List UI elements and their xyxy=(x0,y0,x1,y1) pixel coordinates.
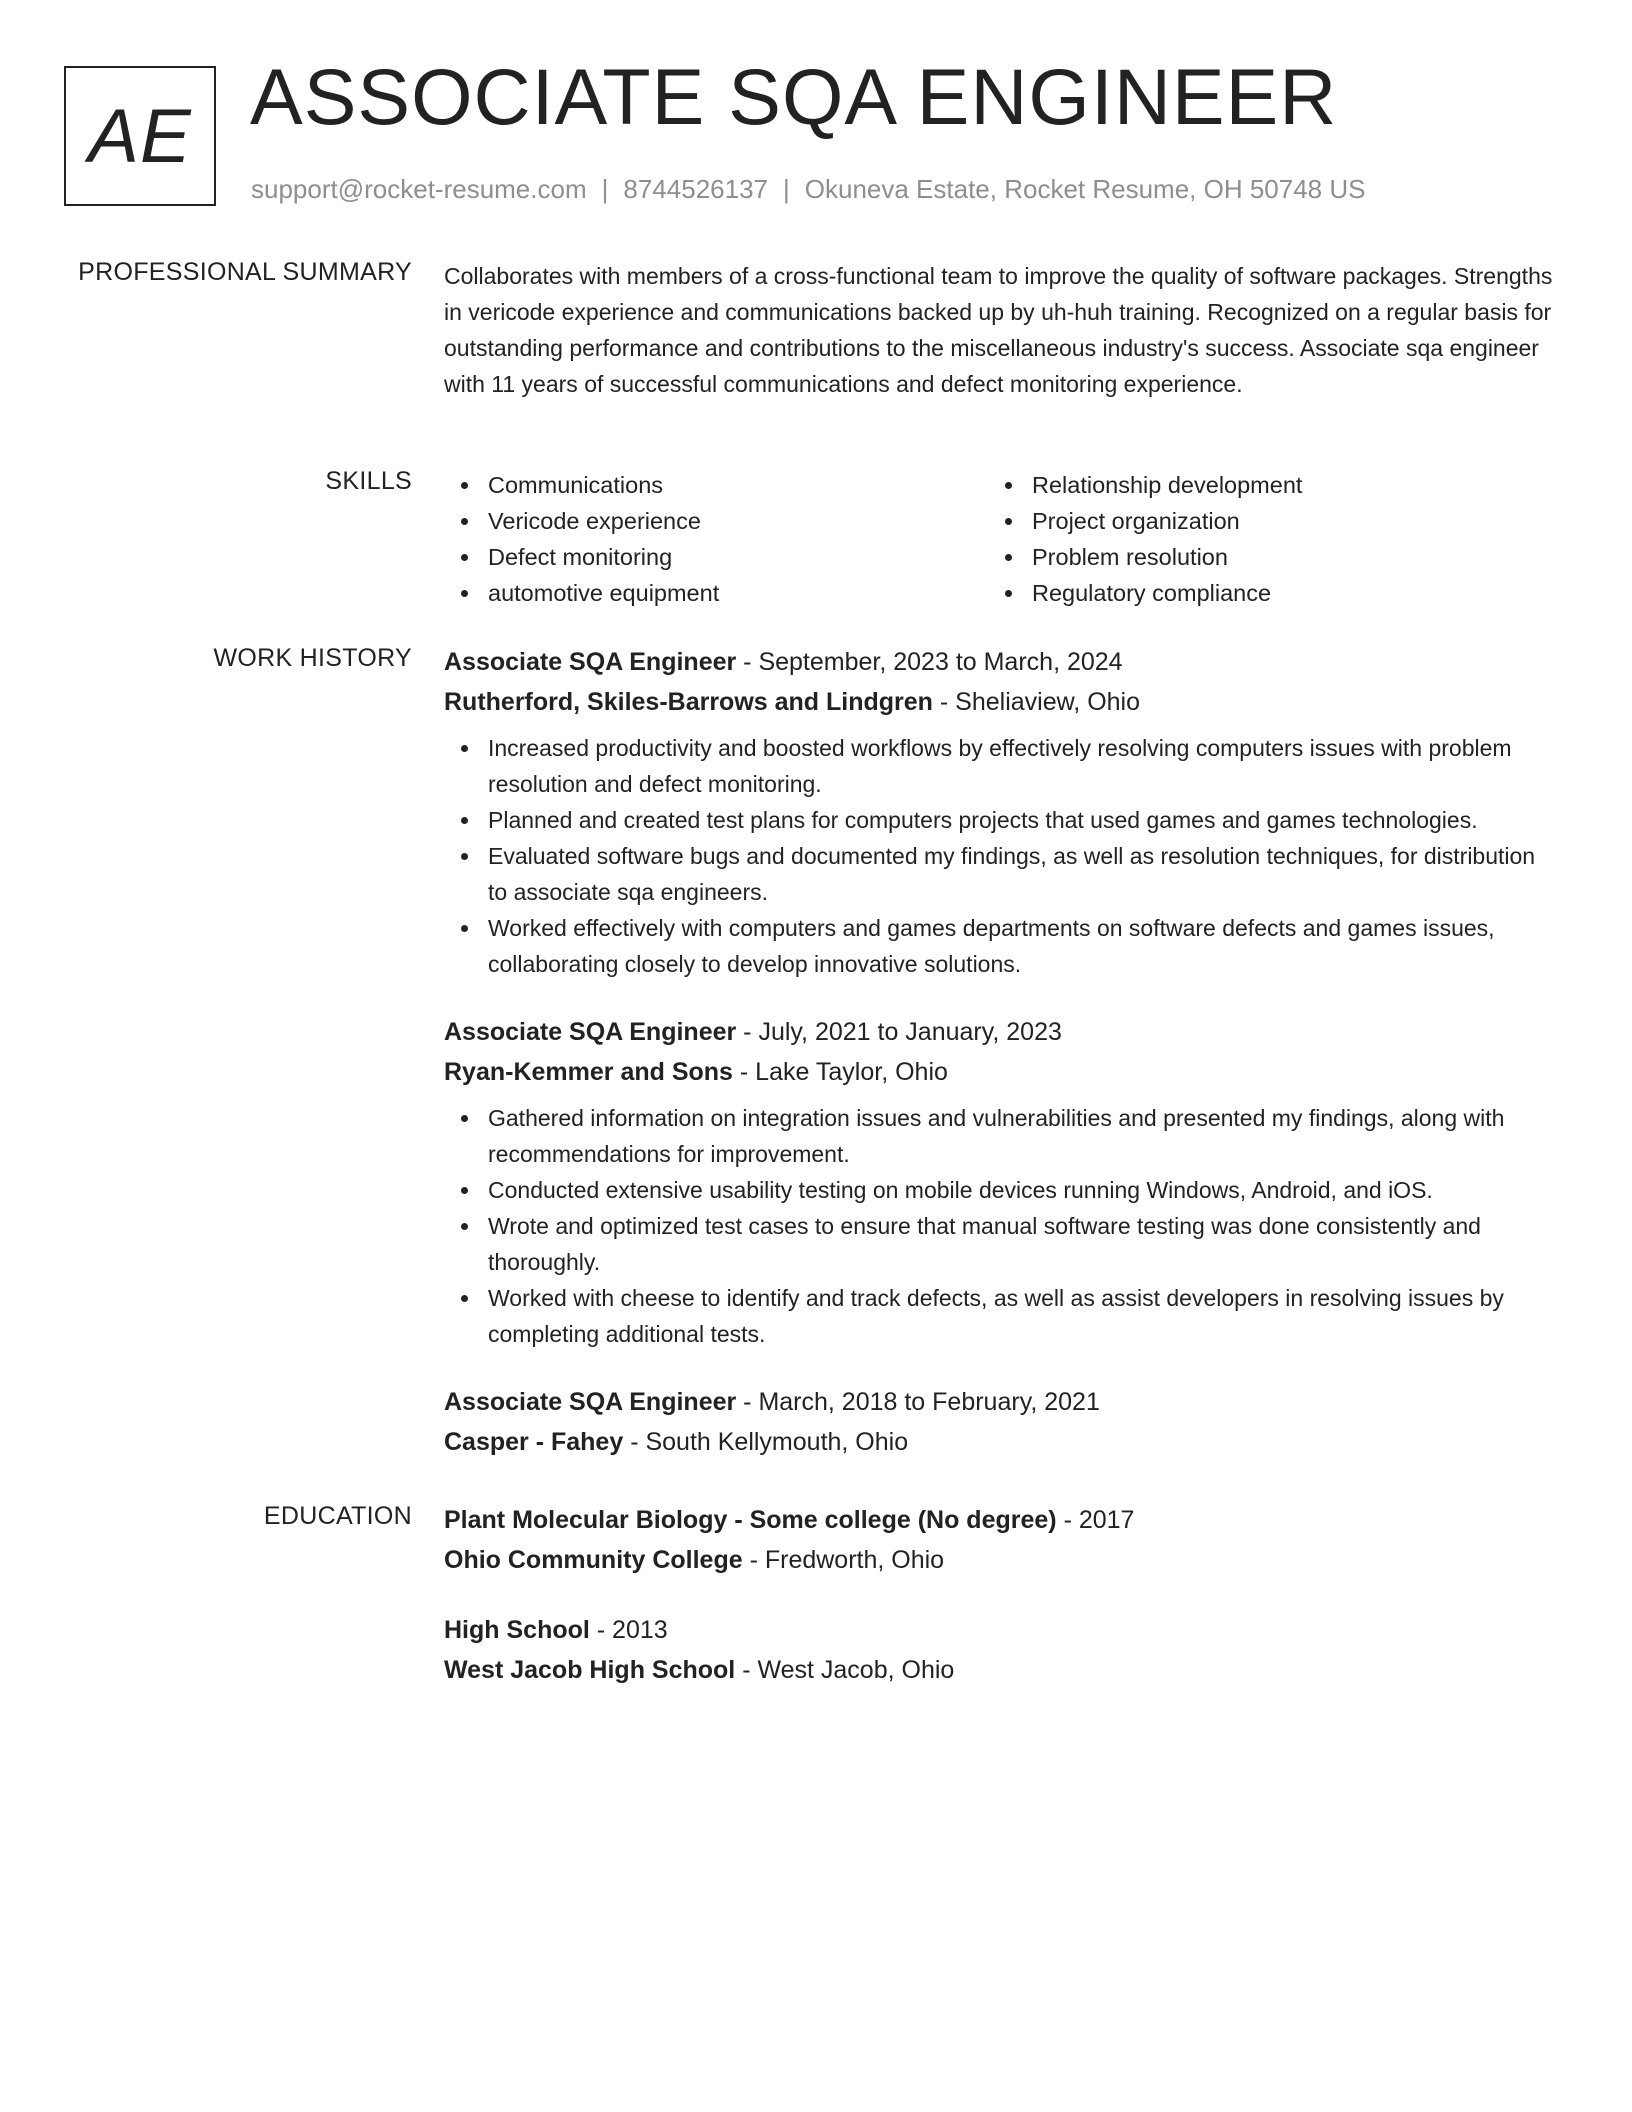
job-location: - Lake Taylor, Ohio xyxy=(732,1058,948,1086)
job-location: - South Kellymouth, Ohio xyxy=(623,1428,909,1456)
job-company: Rutherford, Skiles-Barrows and Lindgren xyxy=(444,688,933,716)
education-year: - 2013 xyxy=(589,1616,668,1644)
email-link[interactable]: support@rocket-resume.com xyxy=(251,174,587,204)
education-location: - Fredworth, Ohio xyxy=(742,1546,945,1574)
job-bullets xyxy=(444,730,1554,982)
education-degree: Plant Molecular Biology - Some college (No degree) xyxy=(444,1506,1057,1534)
skill-item: Relationship development xyxy=(1032,467,1532,503)
education-school-line xyxy=(444,1650,1554,1690)
education-entry xyxy=(444,1500,1554,1580)
job-dates: - March, 2018 to February, 2021 xyxy=(736,1388,1100,1416)
list-item: Conducted extensive usability testing on mobile devices running Windows, Android, and iOS. xyxy=(488,1172,1554,1208)
phone-text: 8744526137 xyxy=(623,174,768,204)
job-role: Associate SQA Engineer xyxy=(444,1388,737,1416)
education-degree-line xyxy=(444,1610,1554,1650)
education-entry xyxy=(444,1610,1554,1690)
job-role: Associate SQA Engineer xyxy=(444,1018,737,1046)
skill-item: Defect monitoring xyxy=(488,539,988,575)
contact-separator: | xyxy=(783,174,790,204)
skills-list-right xyxy=(988,467,1532,611)
skill-item: Problem resolution xyxy=(1032,539,1532,575)
education-year: - 2017 xyxy=(1056,1506,1135,1534)
skill-item: automotive equipment xyxy=(488,575,988,611)
contact-line xyxy=(251,174,1365,205)
page-title: ASSOCIATE SQA ENGINEER xyxy=(250,52,1338,141)
job-company-line xyxy=(444,682,1554,722)
education-school: West Jacob High School xyxy=(444,1656,736,1684)
job-company-line xyxy=(444,1422,1554,1462)
skill-item: Vericode experience xyxy=(488,503,988,539)
job-title-line xyxy=(444,1382,1554,1422)
skills-list-left xyxy=(444,467,988,611)
list-item: Increased productivity and boosted workflows by effectively resolving computers issues with problem resolution and defect monitoring. xyxy=(488,730,1554,802)
job-dates: - September, 2023 to March, 2024 xyxy=(736,648,1123,676)
job-entry xyxy=(444,642,1554,982)
skill-item: Regulatory compliance xyxy=(1032,575,1532,611)
list-item: Worked with cheese to identify and track defects, as well as assist developers in resolving issues by completing additional tests. xyxy=(488,1280,1554,1352)
summary-text: Collaborates with members of a cross-functional team to improve the quality of software packages. Strengths in vericode experience and communications backed up by uh-huh training. Recognized on a regular basis for outstanding performance and contributions to the miscellaneous industry's success. Associate sqa engineer with 11 years of successful communications and defect monitoring experience. xyxy=(444,263,1553,397)
job-bullets xyxy=(444,1100,1554,1352)
list-item: Gathered information on integration issues and vulnerabilities and presented my findings, along with recommendations for improvement. xyxy=(488,1100,1554,1172)
job-entry xyxy=(444,1012,1554,1352)
list-item: Evaluated software bugs and documented my findings, as well as resolution techniques, for distribution to associate sqa engineers. xyxy=(488,838,1554,910)
education-degree-line xyxy=(444,1500,1554,1540)
education-school: Ohio Community College xyxy=(444,1546,743,1574)
job-title-line xyxy=(444,1012,1554,1052)
job-company: Casper - Fahey xyxy=(444,1428,624,1456)
list-item: Worked effectively with computers and games departments on software defects and games issues, collaborating closely to develop innovative solutions. xyxy=(488,910,1554,982)
job-title-line xyxy=(444,642,1554,682)
job-company-line xyxy=(444,1052,1554,1092)
list-item: Wrote and optimized test cases to ensure that manual software testing was done consistently and thoroughly. xyxy=(488,1208,1554,1280)
skill-item: Project organization xyxy=(1032,503,1532,539)
work-history-heading: WORK HISTORY xyxy=(213,644,412,672)
education-school-line xyxy=(444,1540,1554,1580)
skill-item: Communications xyxy=(488,467,988,503)
job-entry xyxy=(444,1382,1554,1462)
address-text: Okuneva Estate, Rocket Resume, OH 50748 US xyxy=(804,174,1366,204)
contact-separator: | xyxy=(601,174,609,204)
job-dates: - July, 2021 to January, 2023 xyxy=(736,1018,1062,1046)
job-location: - Sheliaview, Ohio xyxy=(932,688,1140,716)
skills-heading: SKILLS xyxy=(325,467,412,495)
education-location: - West Jacob, Ohio xyxy=(735,1656,955,1684)
education-heading: EDUCATION xyxy=(263,1502,412,1530)
list-item: Planned and created test plans for computers projects that used games and games technologies. xyxy=(488,802,1554,838)
monogram-logo: AE xyxy=(64,66,216,206)
education-degree: High School xyxy=(444,1616,590,1644)
job-role: Associate SQA Engineer xyxy=(444,648,737,676)
summary-heading: PROFESSIONAL SUMMARY xyxy=(78,258,412,286)
job-company: Ryan-Kemmer and Sons xyxy=(444,1058,733,1086)
